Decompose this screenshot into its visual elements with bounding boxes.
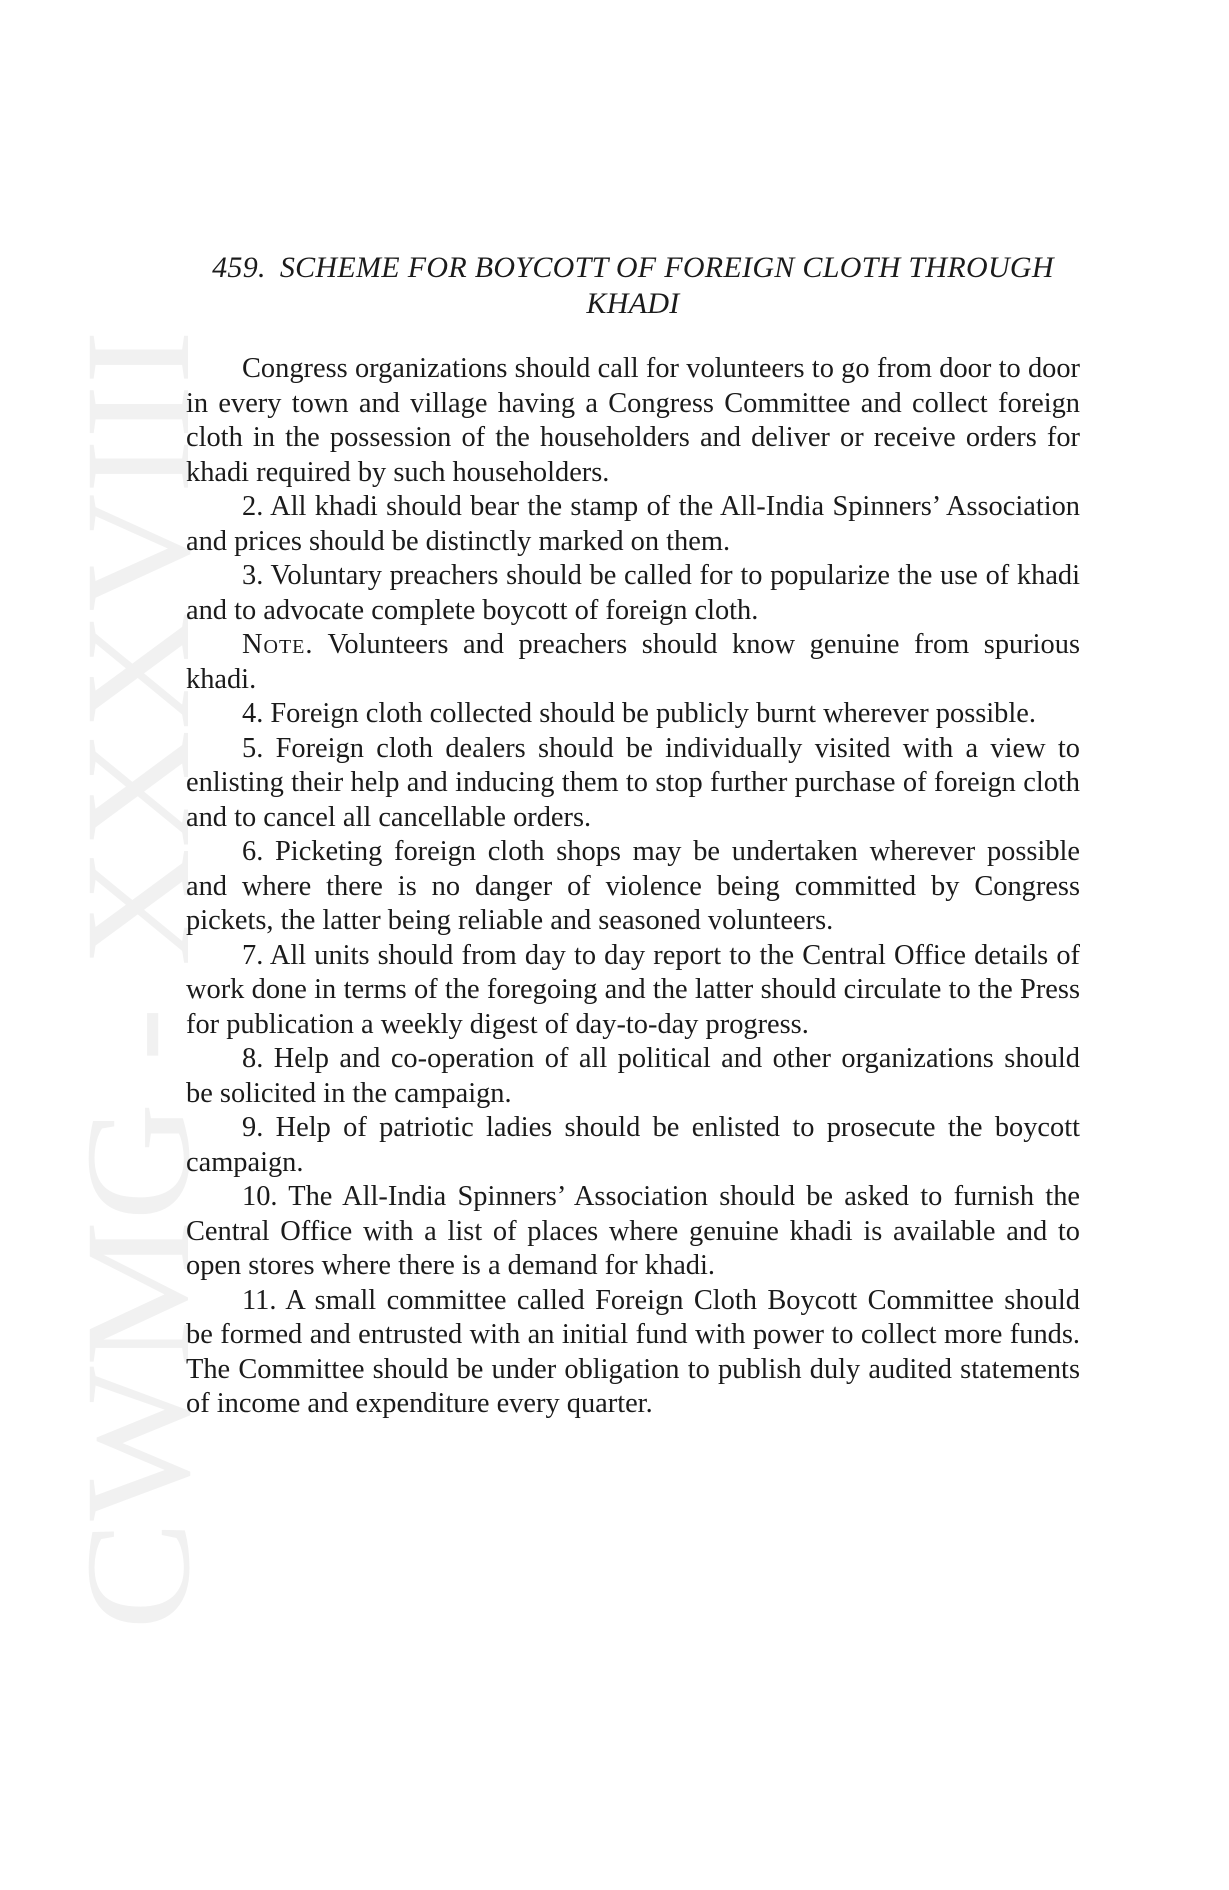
paragraph-10: 10. The All-India Spinners’ Association should be asked to furnish the Central Office with a list of places where genuine khadi is available and to open stores where there is a demand for khadi.: [186, 1181, 1080, 1281]
paragraph-11: 11. A small committee called Foreign Cloth Boycott Committee should be formed and entrusted with an initial fund with power to collect more funds. The Committee should be under obligation to publish duly audited statements of income and expenditure every quarter.: [186, 1284, 1080, 1419]
note-text: Volunteers and preachers should know genuine from spurious khadi.: [186, 629, 1080, 695]
paragraph-2: 2. All khadi should bear the stamp of the All-India Spinners’ Association and prices should be distinctly marked on them.: [186, 491, 1080, 557]
article-body: [186, 352, 1080, 1422]
paragraph-3: 3. Voluntary preachers should be called for to popularize the use of khadi and to advocate complete boycott of foreign cloth.: [186, 560, 1080, 626]
article-number: 459.: [212, 251, 266, 284]
note-paragraph: [186, 628, 1080, 697]
paragraph-9: 9. Help of patriotic ladies should be enlisted to prosecute the boycott campaign.: [186, 1112, 1080, 1178]
watermark-text: CWMG XXXVIII: [88, 438, 218, 1630]
paragraph-intro: Congress organizations should call for volunteers to go from door to door in every town and village having a Congress Committee and collect foreign cloth in the possession of the householders and deliver or receive orders for khadi required by such householders.: [186, 353, 1080, 488]
paragraph-8: 8. Help and co-operation of all political and other organizations should be solicited in the campaign.: [186, 1043, 1080, 1109]
paragraph-7: 7. All units should from day to day report to the Central Office details of work done in terms of the foregoing and the latter should circulate to the Press for publication a weekly digest of day-to-day progress.: [186, 939, 1080, 1040]
note-label: Note.: [242, 629, 314, 660]
paragraph-5: 5. Foreign cloth dealers should be individually visited with a view to enlisting their help and inducing them to stop further purchase of foreign cloth and to cancel all cancellable orders.: [186, 732, 1080, 833]
article-heading: [186, 250, 1080, 322]
paragraph-4: 4. Foreign cloth collected should be publicly burnt wherever possible.: [242, 698, 1036, 729]
paragraph-6: 6. Picketing foreign cloth shops may be undertaken wherever possible and where there is no danger of violence being committed by Congress pickets, the latter being reliable and seasoned volunteers.: [186, 836, 1080, 936]
document-page: [186, 250, 1080, 1422]
article-title: SCHEME FOR BOYCOTT OF FOREIGN CLOTH THROUGH KHADI: [279, 251, 1054, 320]
